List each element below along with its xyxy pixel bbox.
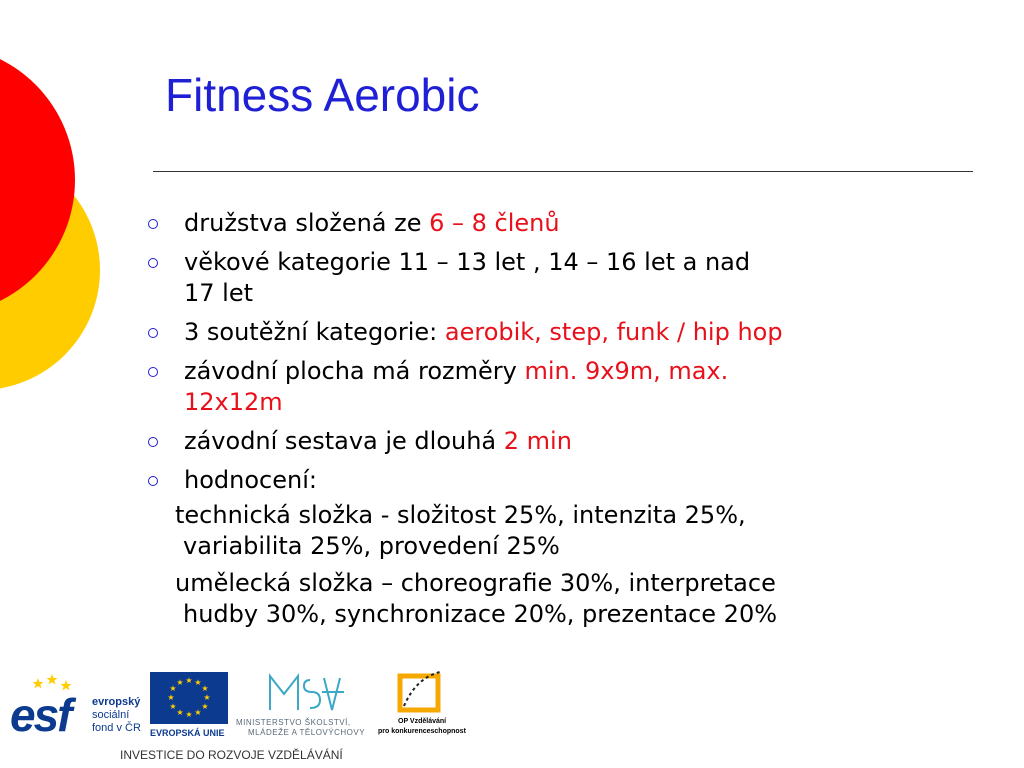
esf-mark: esf: [10, 689, 71, 741]
svg-text:★: ★: [169, 684, 177, 693]
circle-bullet-icon: [148, 219, 158, 229]
eu-caption: EVROPSKÁ UNIE: [150, 728, 225, 738]
eu-flag-icon: [150, 672, 228, 724]
esf-line3: fond v ČR: [92, 722, 141, 734]
circle-bullet-icon: [148, 437, 158, 447]
esf-line2: sociální: [92, 709, 130, 721]
circle-bullet-icon: [148, 476, 158, 486]
svg-text:★: ★: [194, 708, 202, 717]
bullet-highlight: 6 – 8 členů: [429, 209, 560, 237]
title-divider: [153, 171, 973, 172]
bullet-text: závodní sestava je dlouhá: [184, 427, 504, 455]
bullet-text: věkové kategorie 11 – 13 let , 14 – 16 let a nad: [184, 248, 751, 276]
esf-line1: evropský: [92, 696, 141, 708]
sub-item-text-continued: variabilita 25%, provedení 25%: [183, 532, 560, 560]
bullet-item: [140, 356, 960, 418]
sub-item-text: technická složka - složitost 25%, intenzita 25%,: [175, 501, 746, 529]
svg-text:★: ★: [176, 678, 184, 687]
msmt-line1: MINISTERSTVO ŠKOLSTVÍ,: [236, 718, 351, 727]
bullet-item: [140, 247, 960, 309]
circle-bullet-icon: [148, 258, 158, 268]
slide-content: [140, 208, 960, 636]
op-logo: [376, 668, 472, 744]
bullet-highlight: min. 9x9m, max.: [524, 357, 729, 385]
bullet-text: hodnocení:: [184, 466, 317, 494]
esf-logo: [10, 674, 150, 740]
slide-title: Fitness Aerobic: [165, 69, 480, 121]
sub-item: [140, 500, 960, 562]
svg-text:★: ★: [176, 708, 184, 717]
circle-bullet-icon: [148, 367, 158, 377]
op-line2: pro konkurenceschopnost: [378, 728, 466, 735]
bullet-item: [140, 317, 960, 348]
bullet-text: 3 soutěžní kategorie:: [184, 318, 445, 346]
bullet-item: [140, 465, 960, 496]
op-emblem-icon: [396, 668, 446, 714]
footer-caption: INVESTICE DO ROZVOJE VZDĚLÁVÁNÍ: [120, 748, 343, 762]
svg-text:★: ★: [185, 676, 193, 685]
svg-text:★: ★: [185, 710, 193, 719]
msmt-line2: MLÁDEŽE A TĚLOVÝCHOVY: [248, 728, 366, 737]
bullet-item: [140, 426, 960, 457]
bullet-highlight: aerobik, step, funk / hip hop: [444, 318, 783, 346]
sub-item: [140, 568, 960, 630]
logo-strip: [0, 660, 1024, 768]
op-line1: OP Vzdělávání: [398, 718, 447, 725]
circle-bullet-icon: [148, 328, 158, 338]
msmt-monogram-icon: [266, 670, 346, 714]
msmt-logo: [236, 670, 376, 742]
svg-text:★: ★: [201, 684, 209, 693]
svg-text:★: ★: [203, 693, 211, 702]
bullet-highlight: 2 min: [503, 427, 572, 455]
bullet-text: závodní plocha má rozměry: [184, 357, 525, 385]
sub-item-text-continued: hudby 30%, synchronizace 20%, prezentace 20%: [183, 600, 778, 628]
eu-logo: [150, 672, 232, 740]
bullet-item: [140, 208, 960, 239]
bullet-highlight-continued: 12x12m: [184, 388, 283, 416]
decorative-circles: [0, 0, 110, 400]
bullet-text: družstva složená ze: [184, 209, 430, 237]
svg-text:★: ★: [169, 702, 177, 711]
svg-text:★: ★: [201, 702, 209, 711]
sub-item-text: umělecká složka – choreografie 30%, interpretace: [175, 569, 776, 597]
svg-text:★: ★: [167, 693, 175, 702]
svg-text:★: ★: [194, 678, 202, 687]
bullet-text-continued: 17 let: [184, 279, 254, 307]
